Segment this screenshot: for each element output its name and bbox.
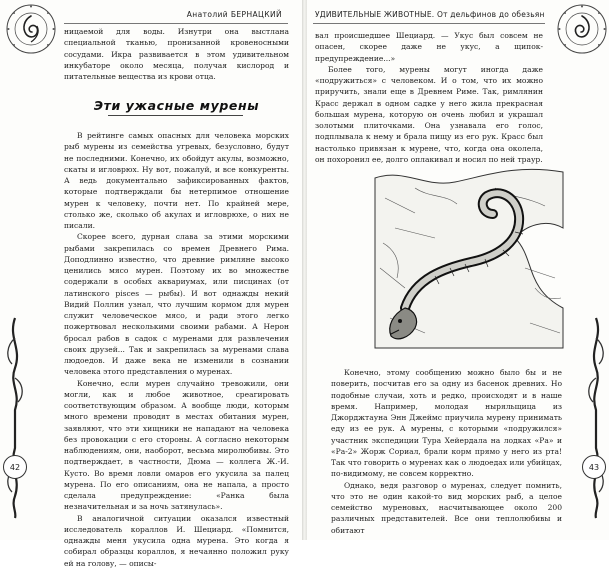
paragraph: Более того, мурены могут иногда даже «подружиться» с человеком. И о том, что их можно приручить, знали еще в Древнем Риме. Так, римлянин Красс держал в одном садке у него жила прекрасная большая мурена, которую он очень любил и украшал золотыми плиточками. Она узнавала его голос, подплывала к нему и брала пищу из его рук. Красс был настолько привязан к мурене, что, когда она околела, он похоронил ее, долго оплакивал и носил по ней траур. bbox=[315, 64, 543, 164]
series-emblem-icon bbox=[4, 2, 58, 56]
chapter-title: Эти ужасные мурены bbox=[93, 98, 260, 113]
right-page bbox=[307, 0, 609, 540]
running-head-author: Анатолий БЕРНАЦКИЙ bbox=[186, 10, 282, 19]
body-text-bottom bbox=[331, 367, 562, 536]
page-number: 43 bbox=[582, 455, 606, 479]
paragraph: Конечно, этому сообщению можно было бы и не поверить, посчитав его за одну из басенок древних. Но подобные случаи, хоть и редко, происходят и в наше время. Например, молодая ныряльщица из Джорджтауна Энн Джеймс приучила мурену принимать еду из ее рук. А мурены, с которыми «подружился» участник экспедиции Тура Хейердала на лодках «Ра» и «Ра-2» Жорж Сориал, брали корм прямо у него из рта! Так что говорить о муренах как о людоедах или убийцах, по-видимому, не совсем корректно. bbox=[331, 368, 562, 479]
paragraph: Однако, ведя разговор о муренах, следует помнить, что это не один какой-то вид морских рыб, а целое семейство муреновых, насчитывающее около 200 различных представителей. Все они теплолюбивы и обитают bbox=[331, 480, 562, 535]
paragraph: ницаемой для воды. Изнутри она выстлана специальной тканью, пронизанной кровеносными сосудами. Икра развивается в этом удивительном инкубаторе около месяца, получая кислород и питательные вещества из крови отца. bbox=[64, 27, 289, 81]
paragraph: В рейтинге самых опасных для человека морских рыб мурены из семейства угревых, безусловно, будут не последними. Конечно, их обойдут акулы, возможно, скаты и игловрюх. Ну вот, пожалуй, и все конкуренты. А ведь документально зафиксированных фактов, которые подтверждали бы нетерпимое отношение мурен к человеку, почти нет. По крайней мере, столько же, сколько об акулах и игловрюхе, о них не писали. bbox=[64, 131, 289, 230]
paragraph: вал происшедшее Шециард. — Укус был совсем не опасен, скорее даже не укус, а щипок-предупреждение...» bbox=[315, 31, 543, 63]
series-emblem-icon bbox=[555, 2, 609, 56]
paragraph: Скорее всего, дурная слава за этими морскими рыбами закрепилась со времен Древнего Рима. Доподлинно известно, что древние римляне высоко ценились мясо мурен. Поэтому их во множестве содержали в особых аквариумах, или писцинах (от латинского pisces — рыбы). И вот однажды некий Видий Поллин узнал, что лучшим кормом для мурен служит человеческое мясо, и ради этого легко пожертвовал несколькими своими рабами. А Нерон бросал рабов в садок с муренами для развлечения своих друзей... Так и закрепилась за муренами слава людоедов. И даже века не изменили в сознании человека этого представления о муренах. bbox=[64, 232, 289, 377]
left-page bbox=[0, 0, 302, 568]
chapter-title-underline bbox=[108, 115, 243, 116]
tribal-ornament-icon bbox=[4, 318, 26, 518]
tribal-ornament-icon bbox=[585, 318, 607, 518]
header-rule bbox=[313, 23, 545, 24]
carryover-text bbox=[64, 26, 289, 82]
body-text-top bbox=[315, 30, 543, 165]
page-number: 42 bbox=[3, 455, 27, 479]
paragraph: В аналогичной ситуации оказался известный исследователь кораллов И. Шециард. «Помнится, однажды меня укусила одна мурена. Это когда я собирал образцы кораллов, я нечаянно положил руку ей на голову, — описы- bbox=[64, 513, 289, 568]
paragraph: Конечно, если мурен случайно тревожили, они могли, как и любое животное, среагировать соответствующим образом. А вообще люди, которым много времени проводят в местах обитания мурен, заявляют, что эти хищники не нападают на человека без провокации с его стороны. А согласно некоторым наблюдениям, они, наоборот, весьма миролюбивы. Это подтверждает, в частности, Дюма — коллега Ж.-И. Кусто. Во время ловли омаров его укусила за палец мурена. По его описаниям, она не напала, а просто сделала предупреждение: «Ранка была незначительная и за ночь затянулась». bbox=[64, 378, 289, 512]
header-rule bbox=[64, 23, 288, 24]
running-head-title: УДИВИТЕЛЬНЫЕ ЖИВОТНЫЕ. От дельфинов до обезьян bbox=[315, 10, 545, 19]
moray-eel-illustration bbox=[375, 158, 563, 348]
chapter-body bbox=[64, 130, 289, 569]
